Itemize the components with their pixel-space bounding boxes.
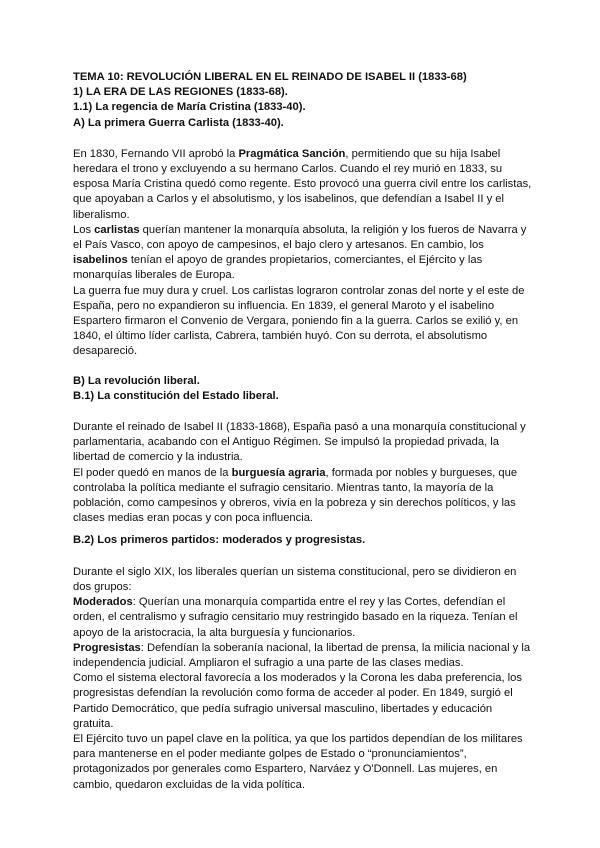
text: tenían el apoyo de grandes propietarios, comerciantes, el Ejército y las monarquías liberales de Europa. [73,254,483,282]
text: , formada por nobles y burgueses, que controlaba la política mediante el sufragio censitario. Mientras tanto, la mayoría de la población, como campesinos y obreros, vivía en la pobreza y sin derechos políticos, y las clases medias eran pocas y con poca influencia. [73,466,518,525]
paragraph-carlistas [73,223,533,284]
spacer [73,549,533,565]
paragraph-siglo-xix: Durante el siglo XIX, los liberales querían un sistema constitucional, pero se dividieron en dos grupos: [73,565,517,593]
text: , permitiendo que su hija Isabel heredara el trono y excluyendo a su hermano Carlos. Cuando el rey murió en 1833, su esposa María Cristina quedó como regente. Esto provocó una guerra civil entre los carlistas, que apoyaban a Carlos y el absolutismo, y los isabelinos, que defendían a Isabel II y el liberalismo. [73,147,532,221]
subsection-heading-guerra: A) La primera Guerra Carlista (1833-40). [73,116,284,129]
subsection-heading-regencia: 1.1) La regencia de María Cristina (1833-40). [73,101,306,114]
section-heading-era: 1) LA ERA DE LAS REGIONES (1833-68). [73,86,288,99]
paragraph-sistema-electoral: Como el sistema electoral favorecía a los moderados y la Corona les daba preferencia, los progresistas defendían la revolución como forma de acceder al poder. En 1849, surgió el Partido Democrático, que pedía sufragio universal masculino, libertades y educación gratuita. [73,672,522,730]
subsection-heading-constitucion: B.1) La constitución del Estado liberal. [73,389,279,402]
bold-term: Progresistas [73,641,141,654]
paragraph-progresistas [73,641,533,671]
section-heading-revolucion: B) La revolución liberal. [73,374,200,387]
text: : Defendían la soberanía nacional, la libertad de prensa, la milicia nacional y la independencia judicial. Ampliaron el sufragio a una parte de las clases medias. [73,641,531,669]
spacer [73,360,533,374]
bold-term: carlistas [94,223,140,236]
text: Los [73,223,95,236]
subsection-heading-partidos: B.2) Los primeros partidos: moderados y progresistas. [73,534,366,547]
text: El poder quedó en manos de la [73,466,232,479]
text: En 1830, Fernando VII aprobó la [73,147,239,160]
paragraph-burguesia [73,466,533,527]
bold-term: isabelinos [73,254,128,267]
spacer [73,404,533,420]
text: : Querían una monarquía compartida entre el rey y las Cortes, defendían el orden, el centralismo y sufragio censitario muy restringido basado en la riqueza. Tenían el apoyo de la aristocracia, la alta burguesía y funcionarios. [73,596,518,639]
spacer [73,131,533,147]
bold-term: Moderados [73,596,133,609]
bold-term: burguesía agraria [231,466,326,479]
paragraph-ejercito: El Ejército tuvo un papel clave en la política, ya que los partidos dependían de los militares para mantenerse en el poder mediante golpes de Estado o “pronunciamientos”, protagonizados por generales como Espartero, Narváez y O'Donnell. Las mujeres, en cambio, quedaron excluidas de la vida política. [73,732,523,791]
paragraph-reinado: Durante el reinado de Isabel II (1833-1868), España pasó a una monarquía constitucional y parlamentaria, acabando con el Antiguo Régimen. Se impulsó la propiedad privada, la libertad de comercio y la industria. [73,421,526,464]
bold-term: Pragmática Sanción [238,147,346,160]
paragraph-pragmatica [73,147,533,223]
document-page [73,70,533,793]
text: querían mantener la monarquía absoluta, la religión y los fueros de Navarra y el País Vasco, con apoyo de campesinos, el bajo clero y artesanos. En cambio, los [73,223,527,252]
paragraph-guerra: La guerra fue muy dura y cruel. Los carlistas lograron controlar zonas del norte y el este de España, pero no expandieron su influencia. En 1839, el general Maroto y el isabelino Espartero firmaron el Convenio de Vergara, poniendo fin a la guerra. Carlos se exilió y, en 1840, el último líder carlista, Cabrera, también huyó. Con su derrota, el absolutismo desapareció. [73,284,525,358]
spacer [73,526,533,533]
topic-title: TEMA 10: REVOLUCIÓN LIBERAL EN EL REINADO DE ISABEL II (1833-68) [73,71,467,83]
paragraph-moderados [73,595,533,641]
